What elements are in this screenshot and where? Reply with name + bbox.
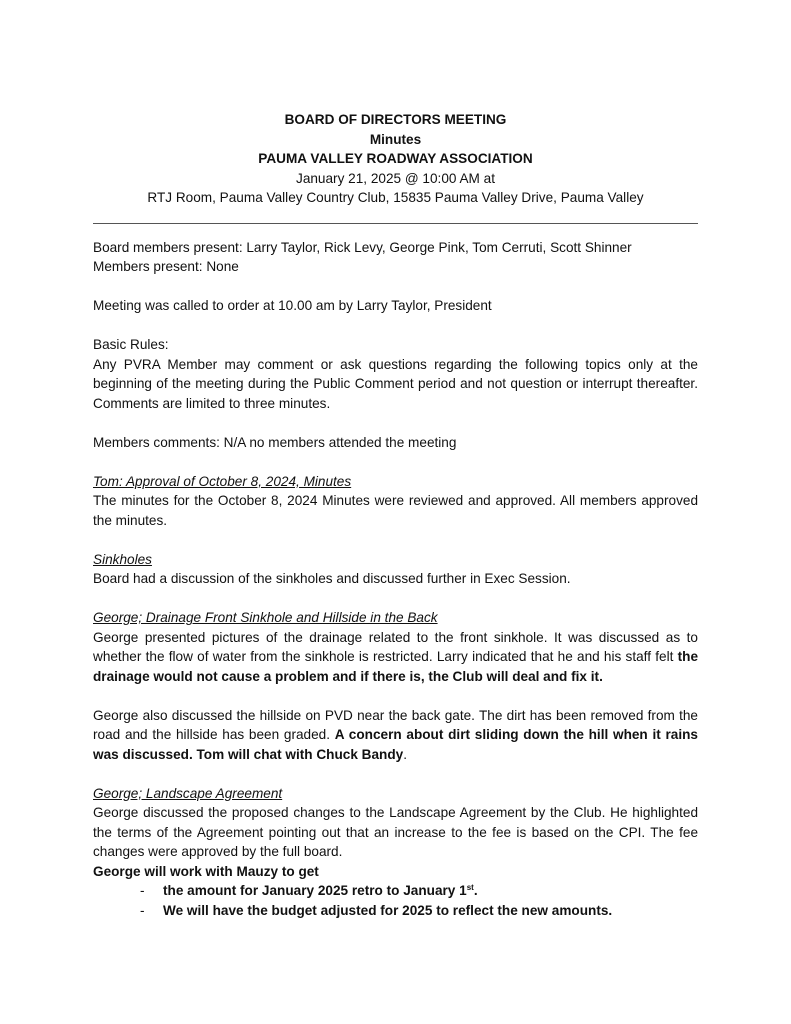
bullet-1-text: the amount for January 2025 retro to January 1 (163, 883, 467, 898)
sinkholes-text: Board had a discussion of the sinkholes and discussed further in Exec Session. (93, 571, 571, 586)
association-name: PAUMA VALLEY ROADWAY ASSOCIATION (258, 151, 533, 166)
call-to-order: Meeting was called to order at 10.00 am by Larry Taylor, President (93, 298, 492, 313)
approval-text: The minutes for the October 8, 2024 Minutes were reviewed and approved. All members approved the minutes. (93, 493, 698, 528)
drainage-paragraph-1 (93, 628, 698, 687)
drainage-p1-bold: the drainage would not cause a problem and if there is, the Club will deal and fix it. (93, 649, 698, 684)
meeting-location: RTJ Room, Pauma Valley Country Club, 15835 Pauma Valley Drive, Pauma Valley (147, 190, 644, 205)
basic-rules-text: Any PVRA Member may comment or ask questions regarding the following topics only at the beginning of the meeting during the Public Comment period and not question or interrupt thereafter. Comments are limited to three minutes. (93, 356, 698, 411)
landscape-heading: George; Landscape Agreement (93, 785, 283, 801)
drainage-heading: George; Drainage Front Sinkhole and Hillside in the Back (93, 610, 438, 625)
drainage-p2-bold: A concern about dirt sliding down the hill when it rains was discussed. Tom will chat with Chuck Bandy (93, 727, 698, 762)
member-comments: Members comments: N/A no members attended the meeting (93, 434, 457, 450)
header-divider (93, 223, 698, 224)
action-list (93, 881, 698, 920)
drainage-p2-text: George also discussed the hillside on PVD near the back gate. The dirt has been removed from the road and the hillside has been graded. (93, 707, 698, 742)
document-type: Minutes (369, 131, 422, 147)
meeting-title: BOARD OF DIRECTORS MEETING (284, 112, 507, 127)
drainage-p2-end: . (403, 746, 407, 762)
document-header (93, 110, 698, 208)
basic-rules-title: Basic Rules: (93, 337, 169, 352)
landscape-text: George discussed the proposed changes to the Landscape Agreement by the Club. He highlighted the terms of the Agreement pointing out that an increase to the fee is based on the CPI. The fee changes were approved by the full board. (93, 805, 698, 859)
sinkholes-heading: Sinkholes (93, 551, 152, 567)
drainage-p1-text: George presented pictures of the drainage related to the front sinkhole. It was discussed as to whether the flow of water from the sinkhole is restricted. Larry indicated that he and his staff felt (93, 629, 698, 664)
approval-heading: Tom: Approval of October 8, 2024, Minutes (93, 473, 352, 489)
list-item (140, 881, 698, 901)
member-attendance: Members present: None (93, 259, 239, 274)
drainage-paragraph-2 (93, 706, 698, 765)
board-attendance: Board members present: Larry Taylor, Rick Levy, George Pink, Tom Cerruti, Scott Shinner (93, 239, 632, 255)
meeting-date: January 21, 2025 @ 10:00 AM at (296, 170, 495, 186)
bullet-1-end: . (473, 883, 478, 898)
list-item (140, 901, 698, 921)
bullet-1-superscript: st (466, 883, 474, 892)
landscape-action: George will work with Mauzy to get (93, 863, 319, 879)
bullet-2-text: We will have the budget adjusted for 2025 to reflect the new amounts. (163, 902, 613, 918)
minutes-body (93, 238, 698, 921)
